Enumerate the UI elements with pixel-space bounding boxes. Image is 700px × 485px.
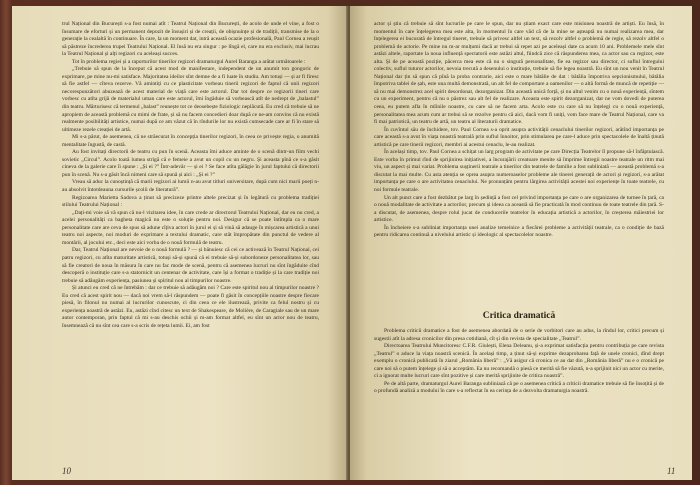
paragraph: Problema criticii dramatice a fost de asemenea abordată de o serie de vorbitori care au adus, la rîndul lor, critici precum și sugestii atît la adresa cronicilor din presa cotidiană, cît și din revista de specialitate „Teatrul”. bbox=[374, 328, 664, 342]
paragraph: În cuvîntul său de închidere, tov. Paul Cornea s-a oprit asupra activității cenaclului tinerilor regizori, arătînd importanța pe care această s-a avut în viața noastră teatrală prin suflul înnoitor, prin stimularea pe care-l aduce prin spectacolele de înaltă ținută artistică pe care tinerii regizori, membri ai acestui cenaclu, le-au realizat. bbox=[374, 126, 664, 148]
paragraph: Directoarea Teatrului Muncitoresc C.F.R. Giulești, Elena Deleanu, și-a exprimat satisfacția pentru contribuția pe care revista „Teatrul” o aduce la viața noastră scenică. În același timp, a ținut să-și exprime dezaprobarea față de unele cronici, dînd drept exemplu o cronică publicată în ziarul „România liberă” : „Vă asigur că cronica ce au dat din „România liberă” nu e o cronică pe care noi să o putem înțelege și să o acceptăm. Ea nu recomandă o piesă ce merită să fie văzută, n-a sprijinit nici un actor cu merite, ci a ignorat multe lucruri care sînt pozitive și care merită sprijinite de critica noastră”. bbox=[374, 343, 665, 380]
paragraph: Regizoarea Marietta Sadova a ținut să precizeze printre altele precizat și în legătură cu problema tradiției stilului Teatrului Național : bbox=[62, 194, 319, 209]
paragraph: Și atunci eu cred că ne întrebăm : dar ce trebuie să adăugăm noi ? Care este spiritul nou al timpurilor noastre ? Eu cred că acest spirit nou — dacă noi vrem să-l răspundem — poate fi găsit în concepțiile noastre despre fiecare piesă, în filonul nu numai al lucrurilor cunoscute, ci din ceea ce ele ilustrează, privite ca felul nostru și cu experiența noastră de astăzi. Eu, astăzi cînd citesc un text de Shakespeare, de Molière, de Caragiale sau de un mare autor contemporan, prin faptul că mi s-au deschis ochii și m-am format altfel, eu sînt un actor nou de teatru, însemnează că nu sînt cea care s-a scris de rețeta lumii. Ei, am fost bbox=[62, 285, 319, 329]
right-page-text-bottom bbox=[374, 328, 664, 396]
paragraph: Dar, Teatrul Național are nevoie de o nouă formulă ? — și bănuiesc că cei ce activează în Teatrul Național, cei patru regizori, cu atîta maturitate artistică, totuși să-și spună că ei trebuie să-și subordoneze personalitatea lor, sau să fie creatori de noua în măsura în care nu fac mode de scenă, pentru că asemenea lucruri nu sînt îngăduite cînd descoperă o instituție care s-a statornicit un centenar de activitate, care își a format o tradiție și la care tradiție noi trebuie să adăugăm experiența, pasiunea și spiritul nou al timpurilor noastre. bbox=[62, 247, 319, 284]
paragraph: Vreau să aduc la cunoștință că marii regizori ai lumii n-au avut titluri universitare, după cum nici marii poeți n-au absolvit întotdeauna cursurile școlii de literatură”. bbox=[62, 179, 319, 194]
paragraph: actor și știu că trebuie să sînt lucrurile pe care le spun, dar nu știam exact care este misiunea noastră de artiști. Eu însă, în momentul în care înțelegerea mea este alta, în momentul în care văd că de la mine se așteaptă nu numai realizarea mea, dar înțelegerea ei bucurată de întregul tineret, trebuie să privesc altfel un text, să rezolv altfel o problemă de regie, să rezolv altfel o problemă de actorie. Pe mine nu m-ar mulțumi dacă ar trebui să repet azi pe aceleași date ca acum 10 ani. Problemele mele sînt astăzi altele, raportate la noua influență spectatorii este astăzi altul, fiindcă zice că răspunderea mea, ca actor sau ca regizor, este alta. Și de pe această poziție, păcerca mea este că nu o singură personalitate, fie ea regizor sau director, ci suflul întregului colectiv, suflul tuturor actorilor, nevoia trecută a desenului o instituție, trebuie să fie legea noastră. Eu sînt un nou venit în Teatrul Național dar țin să spun că pînă la proba contrarie, aici este o mare bătălie de dat : bătălia împotriva sepcionismului, bătălia împotriva tablei de șah, este una multă demonstrată, un alt fel de comportare a oamenilor — o altă formă de muncă de repetiție — să nu mai demonstrez acel spirit desordonat, dezorganizat. Din această unică forță, și nu altul venim cu o nouă experiență, sîntem cu un experiment, pentru că nu o păstrez sau alt fel de realizare. Aceasta este spirit dezorganizat, dar ne vom dovedi de puterea ceea, eu putem afla în mîinile noastre, cu care să ne facem arta. Acolo este cu care să nu înțelegi cu o nouă experiență, personalitatea mea acum cum ar trebui să se rezolve pentru că aici, dacă vom fi uniți, vom face mare de Teatrul Național, care va fi mai patriotică, un teatru de artă, un teatru al literaturii dramatice. bbox=[374, 21, 664, 126]
page-number-right: 11 bbox=[667, 466, 676, 476]
right-page-text-top bbox=[374, 21, 664, 240]
left-page bbox=[12, 6, 348, 480]
left-page-text bbox=[62, 21, 319, 330]
paragraph: Au fost invitați directorii de teatru cu pun în scenă. Aceasta îmi aduce aminte de o scenă dintr-un film vechi sovietic „Circul”. Acolo toată lumea strigă că e femeie a avut un copil cu un negru. Și aceasta pînă ce s-a găsit cineva de la galerie care îi spune : „Și ei ?” Într-adevăr — și ei ? Se face atîta gălăgie în jurul faptului că directorii pun în scenă. Nu s-a găsit încă nimeni care să spună și aici : „Și ei ?” bbox=[62, 149, 319, 178]
page-number-left: 10 bbox=[62, 466, 71, 476]
paragraph: În același timp, tov. Paul Cornea a schițat un larg program de activitate pe care Direcția Teatrelor îl propune să-l înfăptuiască. Este vorba în primul rînd de sprijinirea inițiativei, a încurajării creatoare menite să împrime întregii noastre teatrale un ritm mai viu, un aspect și mai variat. Problema sușținerii teatrale a tinerilor din teatrele de familie a fost subliniată — această problemă s-a discutat la mai multe. Cu asta atenția se oprea asupra numeroaselor probleme ale tinerei generații de actori și regizori, s-a arătat importanța pe care o are activitatea cenaclului. Ne pronunțăm pentru lărgirea activității acestei noi experiențe în toate teatrele, cu noi formule teatrale. bbox=[374, 149, 664, 194]
section-heading: Critica dramatică bbox=[482, 311, 556, 321]
paragraph: Pe de altă parte, dramaturgul Aurel Baranga subliniază că pe o asemenea critică a criticii dramatice trebuie să fie însoțită și de o profundă analiză a modului în care s-a reflectat în ea cerința de a dezvolta dramaturgia noastră. bbox=[374, 380, 664, 395]
paragraph: trul Național din București s-a fost numai atît : Teatrul Național din București, de acolo de unde el vine, a fost o însumare de eforturi și un permanent depozit de însușiri și de creații, de obișnuințe și de tradiții, transmise de la o generație la cealaltă în continuare. În care, la un moment dat, intră această ocazie profesională, Paul Cornea a reușit să păstreze încrederea trupei Teatrului Național. El însă nu era singur : pe lîngă el, care nu era exclusiv, mai lucrau la Teatrul Național și alți regizori cu aceleași succes. bbox=[62, 21, 319, 58]
paragraph: În încheiere s-a subliniat importanța unei analize temeinice a fiecărei probleme a activității teatrale, ca o condiție de bază pentru ridicarea continuă a nivelului artistic și ideologic al spectacolelor noastre. bbox=[374, 224, 664, 239]
paragraph: Tot în problema regiei și a raporturilor tinerilor regizori dramaturgul Aurel Baranga a arătat următoarele : bbox=[72, 58, 306, 65]
right-page bbox=[350, 6, 692, 480]
paragraph: Mi s-a părut, de asemenea, că ne străecurat în concepția tinerilor regizori, în ceea ce privește regia, o anumită mentalitate îngustă, de castă. bbox=[62, 134, 319, 148]
paragraph: „Dați-mi voie să vă spun că nu-l vizitarea idee, în care crede ar directorul Teatrului Național, dar eu nu cred, a acelei personalități ca bagheta magică nu este o soluție pentru noi. Desigur că se poate întîmpla ca o mare personalitate care are ceva de spus să adune cîțiva actori în jurul ei și să vină să adauge în mișcarea artistică a unui teatru noi aspecte, noi moduri de exprimare a textului dramatic, care stăt împropătate din punctul de vedere al montării, al jocului etc., deci este aici vorba de o nouă formulă de teatru. bbox=[62, 209, 319, 246]
paragraph: „Trebuie să spun de la început că acest mod de manifestare, independent de un anumit ton gongoric de exprimare, pe mine nu-mi satisface. Majoritatea ideilor sînt demne de a fi luate în studiu. Am totuși — și ar fi firesc să fie astfel — cîteva rezerve. Vă amintiți cu ce plasticitate vorbeau tinerii regizori de faptul că unii regizori necorespunzători abuzează de acest material de viață care este actorul. Dar tot despre ce regizorii tineri care vorbesc cu atîta grijă de materialul uman care este actorul, îmi îngăduie să vorbească atît de nedrept de „balastul” din teatru. Mărturisesc că termenul „balast” reunește tot ce deosebește fiziologic neplăcută. Eu cred că trebuie să ne apropiem de această problemă cu mimi de frate, și să nu facem concedieri doar după ce ne-am convins că nu există realmente posibilități artistice, numai după ce am văzut că în rîndurile lor nu există cumsecade care ar fi în stare să ultimeze rezele creației de artă. bbox=[62, 66, 319, 133]
paragraph: Un alt punct care a fost dezbătut pe larg în ședință a fost cel privind importanța pe care o are organizarea de turnee în țară, ca o nouă modalitate de activitate a actorilor, precum și ideea ca această să fie practicată în mod continuu de toate teatrele din țară. S-a discutat, de asemenea, despre rolul jucat de conducerile teatrelor în educația artistică a actorilor, în creșterea măiestriei lor artistice. bbox=[374, 194, 664, 224]
